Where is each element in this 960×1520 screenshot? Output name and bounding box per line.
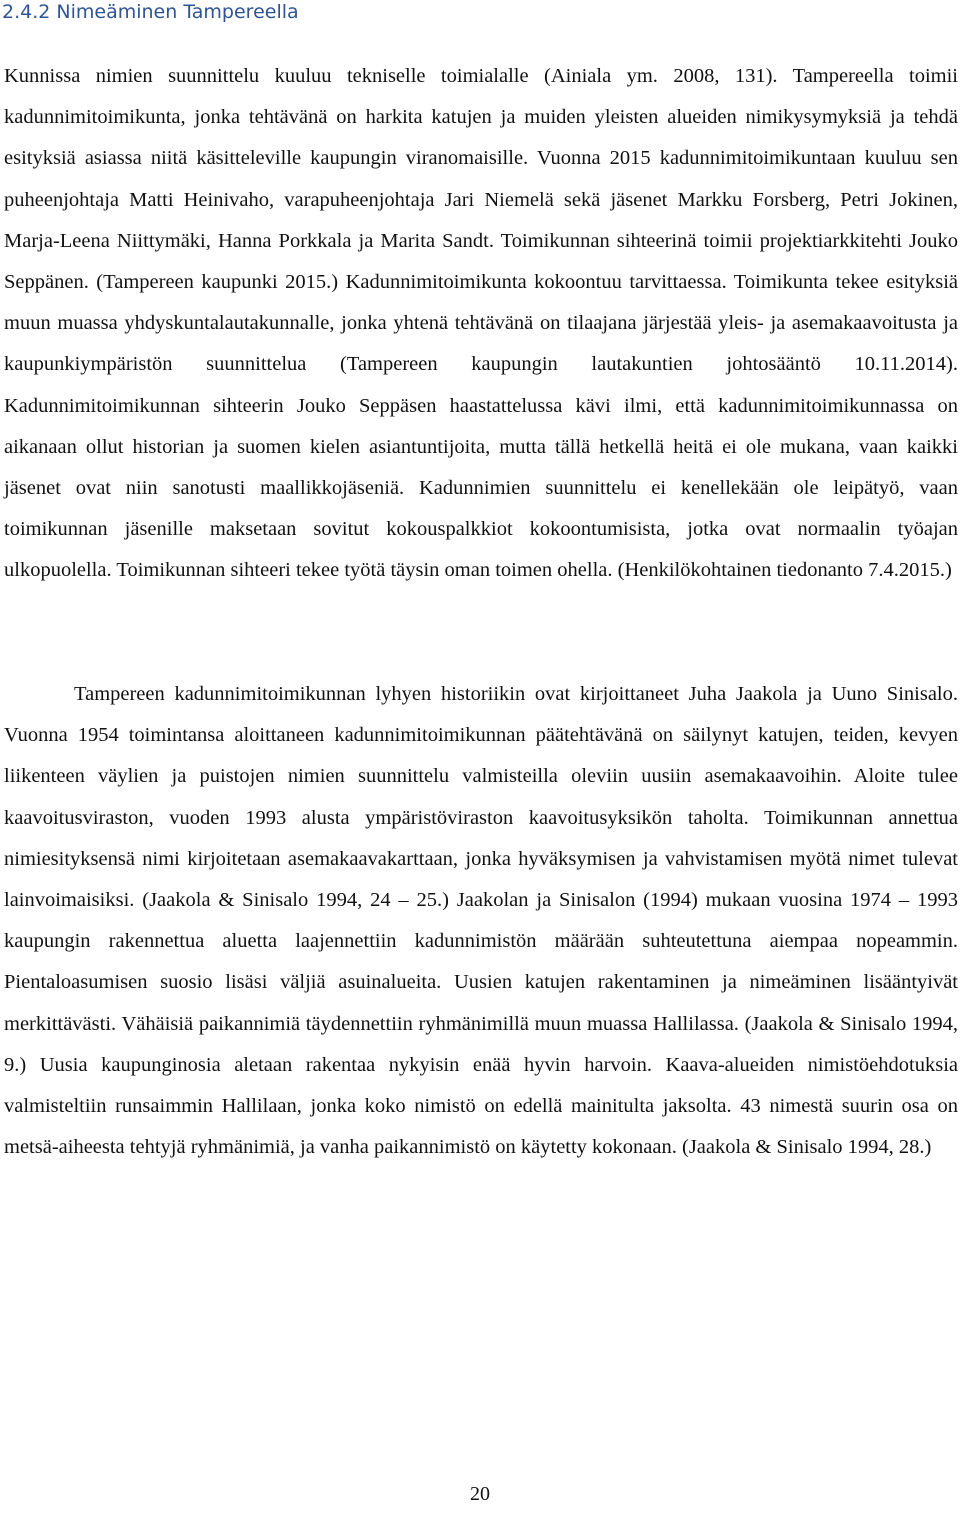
section-heading: 2.4.2 Nimeäminen Tampereella [2, 1, 299, 23]
paragraph-1: Kunnissa nimien suunnittelu kuuluu tekniselle toimialalle (Ainiala ym. 2008, 131). Tampereella toimii kadunnimitoimikunta, jonka tehtävänä on harkita katujen ja muiden yleisten alueiden nimikysymyksiä ja tehdä esityksiä asiassa niitä käsitteleville kaupungin viranomaisille. Vuonna 2015 kadunnimitoimikuntaan kuuluu sen puheenjohtaja Matti Heinivaho, varapuheenjohtaja Jari Niemelä sekä jäsenet Markku Forsberg, Petri Jokinen, Marja-Leena Niittymäki, Hanna Porkkala ja Marita Sandt. Toimikunnan sihteerinä toimii projektiarkkitehti Jouko Seppänen. (Tampereen kaupunki 2015.) Kadunnimitoimikunta kokoontuu tarvittaessa. Toimikunta tekee esityksiä muun muassa yhdyskuntalautakunnalle, jonka yhtenä tehtävänä on tilaajana järjestää yleis- ja asemakaavoitusta ja kaupunkiympäristön suunnittelua (Tampereen kaupungin lautakuntien johtosääntö 10.11.2014). Kadunnimitoimikunnan sihteerin Jouko Seppäsen haastattelussa kävi ilmi, että kadunnimitoimikunnassa on aikanaan ollut historian ja suomen kielen asiantuntijoita, mutta tällä hetkellä heitä ei ole mukana, vaan kaikki jäsenet ovat niin sanotusti maallikkojäseniä. Kadunnimien suunnittelu ei kenellekään ole leipätyö, vaan toimikunnan jäsenille maksetaan sovitut kokouspalkkiot kokoontumisista, jotka ovat normaalin työajan ulkopuolella. Toimikunnan sihteeri tekee työtä täysin oman toimen ohella. (Henkilökohtainen tiedonanto 7.4.2015.) [4, 65, 958, 582]
paragraph-2: Tampereen kadunnimitoimikunnan lyhyen historiikin ovat kirjoittaneet Juha Jaakola ja Uuno Sinisalo. Vuonna 1954 toimintansa aloittaneen kadunnimitoimikunnan päätehtävänä on säilynyt katujen, teiden, kevyen liikenteen väylien ja puistojen nimien suunnittelu valmisteilla oleviin uusiin asemakaavoihin. Aloite tulee kaavoitusviraston, vuoden 1993 alusta ympäristöviraston kaavoitusyksikön taholta. Toimikunnan annettua nimiesityksensä nimi kirjoitetaan asemakaavakarttaan, jonka hyväksymisen ja vahvistamisen myötä nimet tulevat lainvoimaisiksi. (Jaakola & Sinisalo 1994, 24 – 25.) Jaakolan ja Sinisalon (1994) mukaan vuosina 1974 – 1993 kaupungin rakennettua aluetta laajennettiin kadunnimistön määrään suhteutettuna aiempaa nopeammin. Pientaloasumisen suosio lisäsi väljiä asuinalueita. Uusien katujen rakentaminen ja nimeäminen lisääntyivät merkittävästi. Vähäisiä paikannimiä täydennettiin ryhmänimillä muun muassa Hallilassa. (Jaakola & Sinisalo 1994, 9.) Uusia kaupunginosia aletaan rakentaa nykyisin enää hyvin harvoin. Kaava-alueiden nimistöehdotuksia valmisteltiin runsaimmin Hallilaan, jonka koko nimistö on edellä mainitulta jaksolta. 43 nimestä suurin osa on metsä-aiheesta tehtyjä ryhmänimiä, ja vanha paikannimistö on käytetty kokonaan. (Jaakola & Sinisalo 1994, 28.) [4, 683, 958, 1159]
page-number: 20 [470, 1483, 490, 1505]
